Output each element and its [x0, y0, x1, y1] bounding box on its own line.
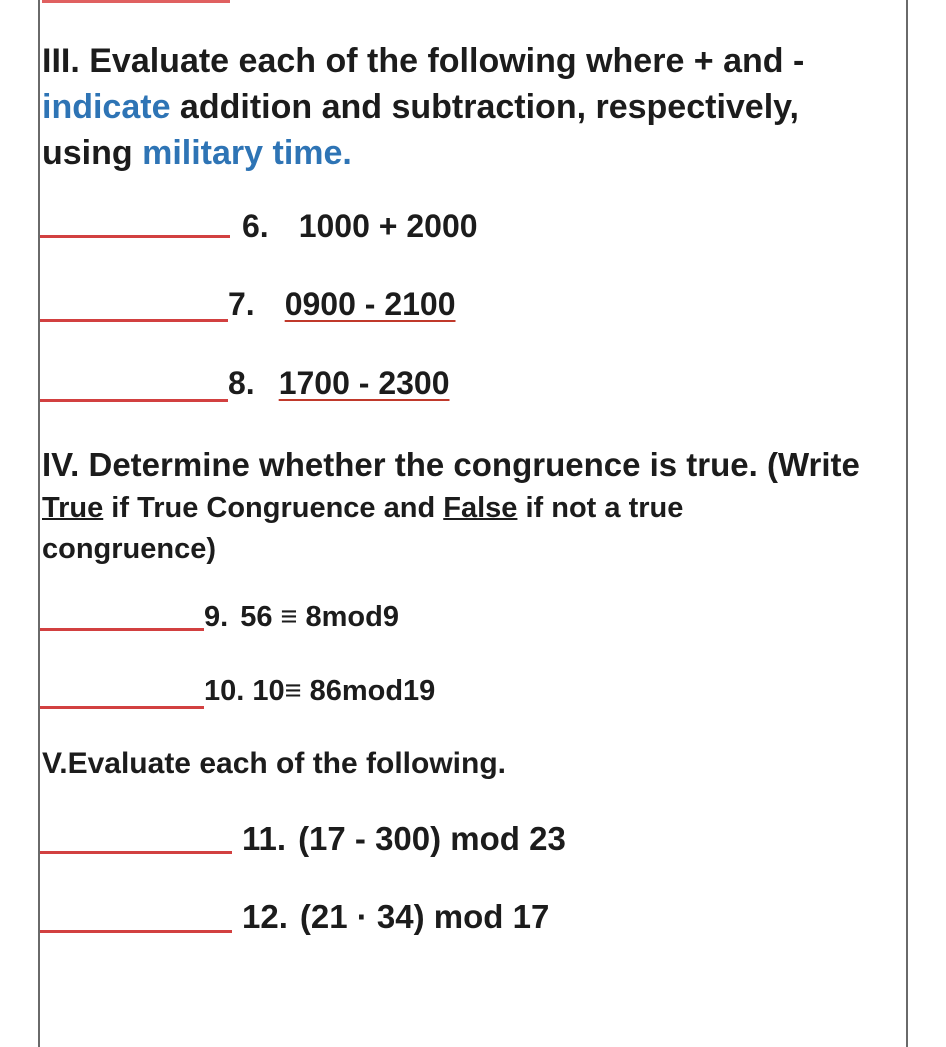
answer-blank-12[interactable] — [40, 930, 232, 933]
item-6 — [242, 208, 478, 245]
section-3-military-time: military time. — [142, 134, 352, 172]
item-11-expression: (17 - 300) mod 23 — [298, 820, 566, 857]
item-12 — [242, 898, 549, 936]
section-4-line-2-rest: if not a true — [517, 492, 684, 524]
item-12-number: 12. — [242, 898, 288, 935]
item-8-number: 8. — [228, 365, 255, 401]
item-9-number: 9. — [204, 601, 229, 633]
answer-blank-11[interactable] — [40, 851, 232, 854]
section-3-indicate: indicate — [42, 88, 171, 126]
item-6-number: 6. — [242, 208, 269, 244]
section-3-line-2-rest: addition and subtraction, respectively, — [170, 88, 799, 126]
item-6-expression: 1000 + 2000 — [298, 208, 478, 244]
item-7-expression: 0900 - 2100 — [284, 286, 456, 322]
section-3-line-3 — [42, 130, 892, 176]
top-answer-line — [42, 0, 230, 3]
item-10 — [204, 675, 435, 708]
section-4-line-1-text: IV. Determine whether the congruence is true. (Write — [42, 446, 860, 483]
left-border — [38, 0, 40, 1047]
item-7 — [228, 286, 456, 323]
section-4-line-1 — [42, 444, 892, 488]
section-3-heading — [42, 38, 892, 176]
section-4-line-2-mid: if True Congruence and — [103, 492, 444, 524]
answer-blank-9[interactable] — [40, 628, 204, 631]
section-5-heading: V.Evaluate each of the following. — [42, 747, 506, 780]
section-4-line-3: congruence) — [42, 533, 217, 565]
answer-blank-10[interactable] — [40, 706, 204, 709]
section-4-false: False — [443, 492, 518, 524]
item-9-expression: 56 ≡ 8mod9 — [240, 601, 399, 633]
section-4-heading — [42, 444, 892, 570]
item-8-expression: 1700 - 2300 — [278, 365, 450, 401]
section-3-line-1: III. Evaluate each of the following where + and - — [42, 42, 805, 80]
item-12-expression: (21 · 34) mod 17 — [299, 898, 550, 935]
section-4-true: True — [42, 492, 104, 524]
section-4-line-2 — [42, 488, 892, 529]
item-11-number: 11. — [242, 820, 287, 857]
section-3-using: using — [42, 134, 143, 172]
item-9 — [204, 601, 399, 634]
item-10-expression: 10≡ 86mod19 — [252, 675, 436, 707]
item-7-number: 7. — [228, 286, 255, 322]
section-3-line-2 — [42, 84, 892, 130]
item-8 — [228, 365, 450, 402]
right-border — [906, 0, 908, 1047]
answer-blank-8[interactable] — [40, 399, 228, 402]
item-11 — [242, 820, 566, 858]
item-10-number: 10. — [204, 675, 245, 707]
answer-blank-6[interactable] — [40, 235, 230, 238]
answer-blank-7[interactable] — [40, 319, 228, 322]
